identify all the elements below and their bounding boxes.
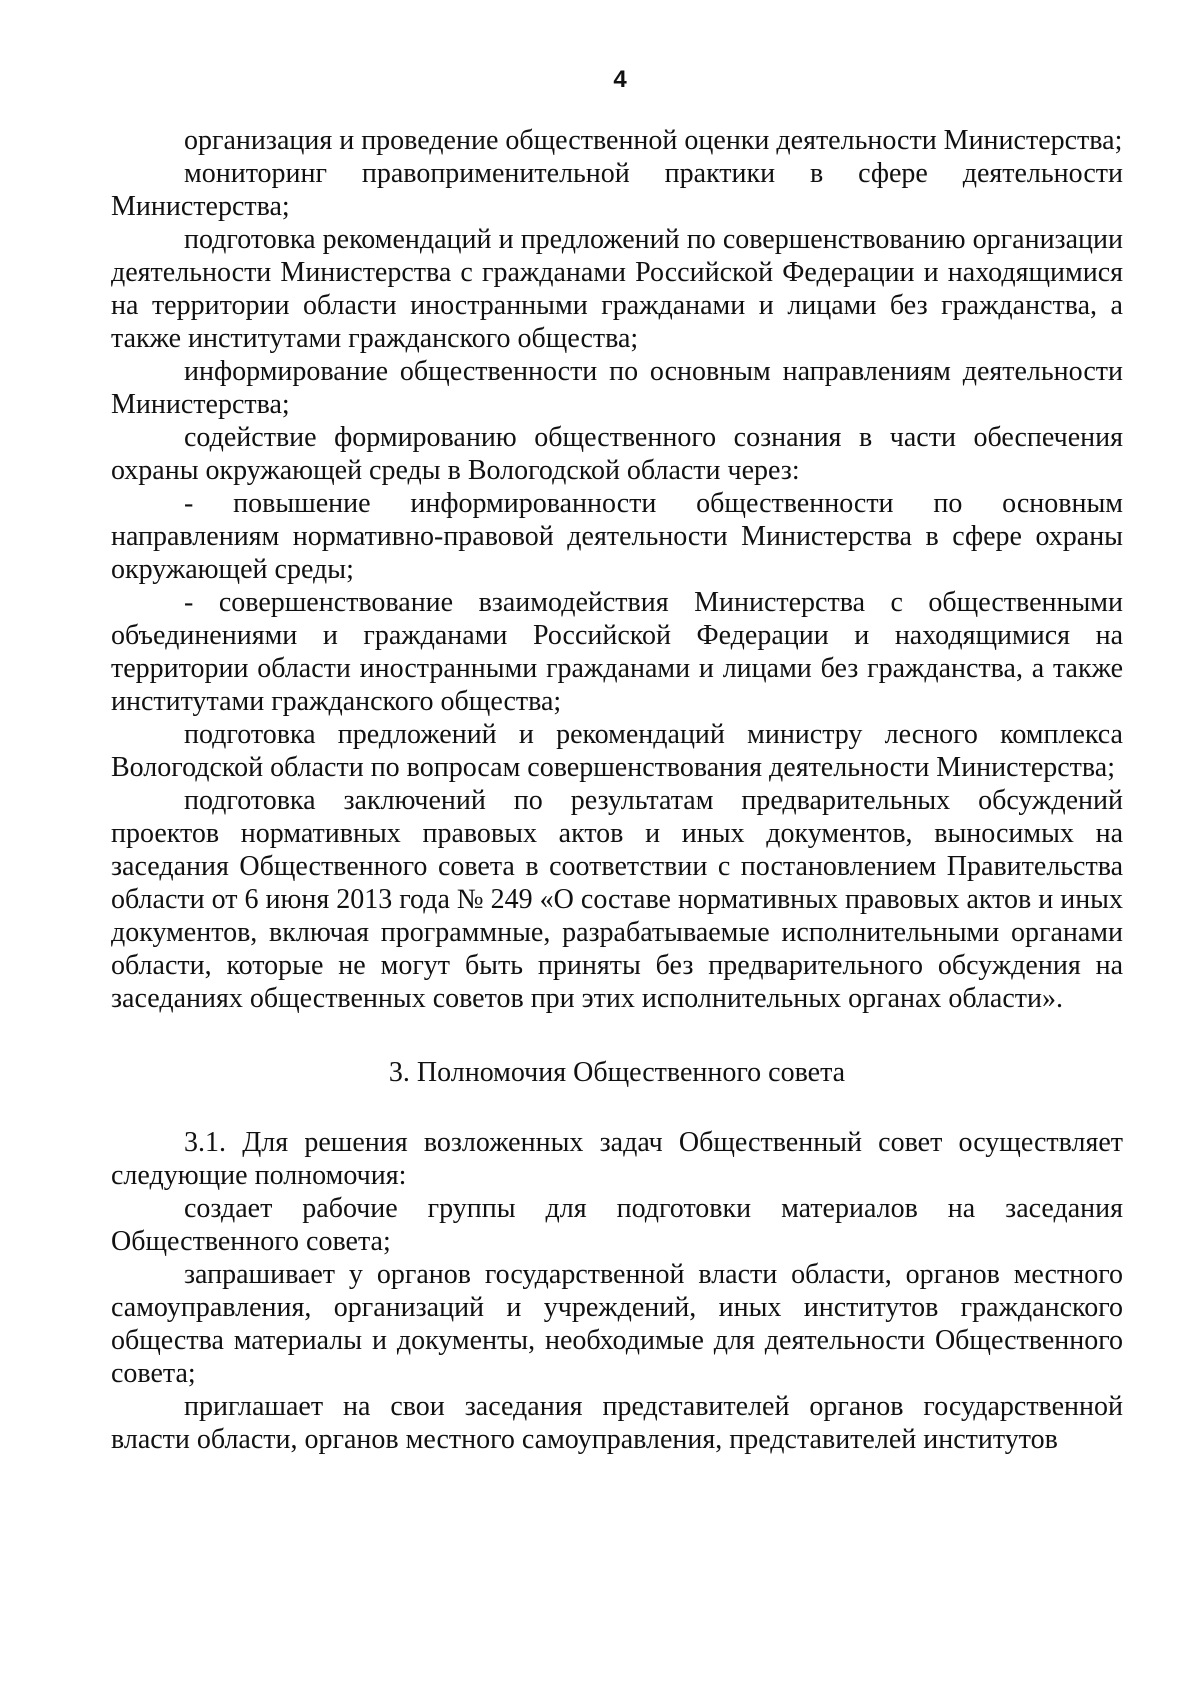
page-number: 4: [613, 66, 627, 93]
paragraph: подготовка предложений и рекомендаций министру лесного комплекса Вологодской области по вопросам совершенствования деятельности Министерства;: [111, 719, 1123, 783]
document-body: [111, 124, 1123, 1456]
list-item: - совершенствование взаимодействия Министерства с общественными объединениями и гражданами Российской Федерации и находящимися на территории области иностранными гражданами и лицами без гражданства, а также институтами гражданского общества;: [111, 587, 1123, 717]
paragraph: мониторинг правоприменительной практики в сфере деятельности Министерства;: [111, 158, 1123, 222]
paragraph: подготовка рекомендаций и предложений по совершенствованию организации деятельности Министерства с гражданами Российской Федерации и находящимися на территории области иностранными гражданами и лицами без гражданства, а также институтами гражданского общества;: [111, 224, 1123, 354]
paragraph: запрашивает у органов государственной власти области, органов местного самоуправления, организаций и учреждений, иных институтов гражданского общества материалы и документы, необходимые для деятельности Общественного совета;: [111, 1259, 1123, 1389]
paragraph: создает рабочие группы для подготовки материалов на заседания Общественного совета;: [111, 1193, 1123, 1257]
paragraph: содействие формированию общественного сознания в части обеспечения охраны окружающей среды в Вологодской области через:: [111, 422, 1123, 486]
paragraph: 3.1. Для решения возложенных задач Общественный совет осуществляет следующие полномочия:: [111, 1127, 1123, 1191]
paragraph: информирование общественности по основным направлениям деятельности Министерства;: [111, 356, 1123, 420]
list-item: - повышение информированности общественности по основным направлениям нормативно-правовой деятельности Министерства в сфере охраны окружающей среды;: [111, 488, 1123, 585]
paragraph: приглашает на свои заседания представителей органов государственной власти области, органов местного самоуправления, представителей институтов: [111, 1391, 1123, 1455]
paragraph: подготовка заключений по результатам предварительных обсуждений проектов нормативных правовых актов и иных документов, выносимых на заседания Общественного совета в соответствии с постановлением Правительства области от 6 июня 2013 года № 249 «О составе нормативных правовых актов и иных документов, включая программные, разрабатываемые исполнительными органами области, которые не могут быть приняты без предварительного обсуждения на заседаниях общественных советов при этих исполнительных органах области».: [111, 785, 1123, 1014]
section-heading: 3. Полномочия Общественного совета: [388, 1057, 846, 1088]
paragraph: организация и проведение общественной оценки деятельности Министерства;: [184, 125, 1123, 156]
